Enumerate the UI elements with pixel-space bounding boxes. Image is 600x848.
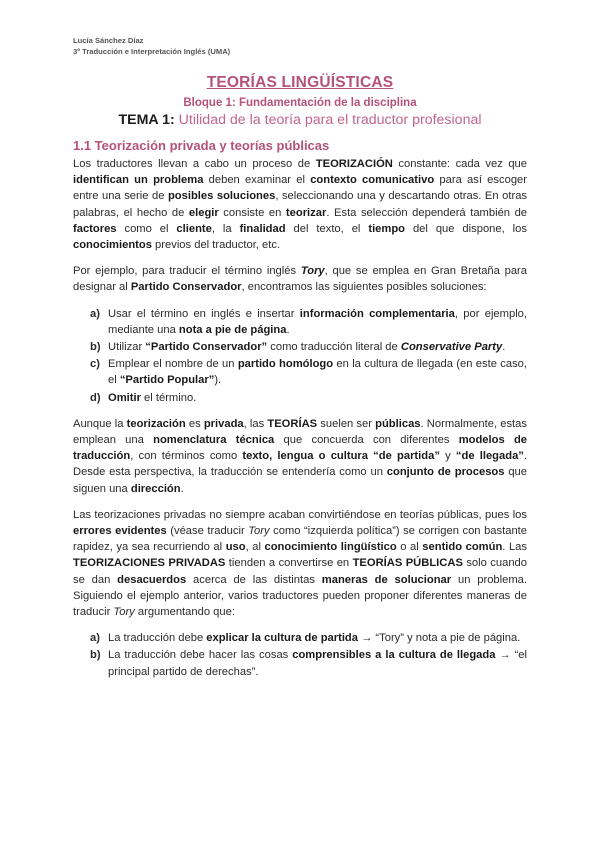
document-header	[73, 35, 230, 57]
document-body	[73, 156, 527, 690]
block-subtitle: Bloque 1: Fundamentación de la disciplina	[183, 97, 417, 109]
page-title: TEORÍAS LINGÜÍSTICAS	[206, 74, 394, 91]
course-name: 3º Traducción e Interpretación Inglés (UMA)	[73, 47, 231, 56]
list-item: d) Omitir el término.	[90, 391, 197, 404]
topic-label: TEMA 1:	[118, 112, 175, 128]
topic-text: Utilidad de la teoría para el traductor profesional	[174, 112, 482, 128]
paragraph-3: Aunque la teorización es privada, las TEORÍAS suelen ser públicas. Normalmente, estas emplean una nomenclatura técnica que concuerda con diferentes modelos de traducción, con términos como texto, lengua o cultura “de partida” y “de llegada”. Desde esta perspectiva, la traducción se entendería como un conjunto de procesos que siguen una dirección.	[73, 417, 528, 495]
section-heading: 1.1 Teorización privada y teorías públicas	[73, 138, 330, 153]
paragraph-1: Los traductores llevan a cabo un proceso de TEORIZACIÓN constante: cada vez que identifican un problema deben examinar el contexto comunicativo para así escoger entre una serie de posibles soluciones, seleccionando una y descartando otras. En otras palabras, el hecho de elegir consiste en teorizar. Esta selección dependerá también de factores como el cliente, la finalidad del texto, el tiempo del que dispone, los conocimientos previos del traductor, etc.	[73, 158, 528, 252]
list-item: a) Usar el término en inglés e insertar información complementaria, por ejemplo, mediante una nota a pie de página.	[90, 307, 528, 336]
paragraph-4: Las teorizaciones privadas no siempre acaban convirtiéndose en teorías públicas, pues los errores evidentes (véase traducir Tory como “izquierda política”) se corrigen con bastante rapidez, ya sea recurriendo al uso, al conocimiento lingüístico o al sentido común. Las TEORIZACIONES PRIVADAS tienden a convertirse en TEORÍAS PÚBLICAS solo cuando se dan desacuerdos acerca de las distintas maneras de solucionar un problema. Siguiendo el ejemplo anterior, varios traductores pueden proponer diferentes maneras de traducir Tory argumentando que:	[73, 508, 527, 619]
author-name: Lucía Sánchez Díaz	[73, 36, 144, 45]
list-item: a) La traducción debe explicar la cultura de partida → “Tory” y nota a pie de página.	[90, 632, 521, 645]
paragraph-2: Por ejemplo, para traducir el término inglés Tory, que se emplea en Gran Bretaña para designar al Partido Conservador, encontramos las siguientes posibles soluciones:	[73, 265, 527, 294]
solutions-list	[73, 306, 527, 406]
topic-heading	[0, 112, 600, 128]
arguments-list	[73, 630, 527, 680]
list-item: b) La traducción debe hacer las cosas comprensibles a la cultura de llegada → “el principal partido de derechas”.	[90, 649, 528, 678]
list-item: b) Utilizar “Partido Conservador” como traducción literal de Conservative Party.	[90, 341, 506, 354]
list-item: c) Emplear el nombre de un partido homólogo en la cultura de llegada (en este caso, el “Partido Popular”).	[90, 358, 527, 387]
